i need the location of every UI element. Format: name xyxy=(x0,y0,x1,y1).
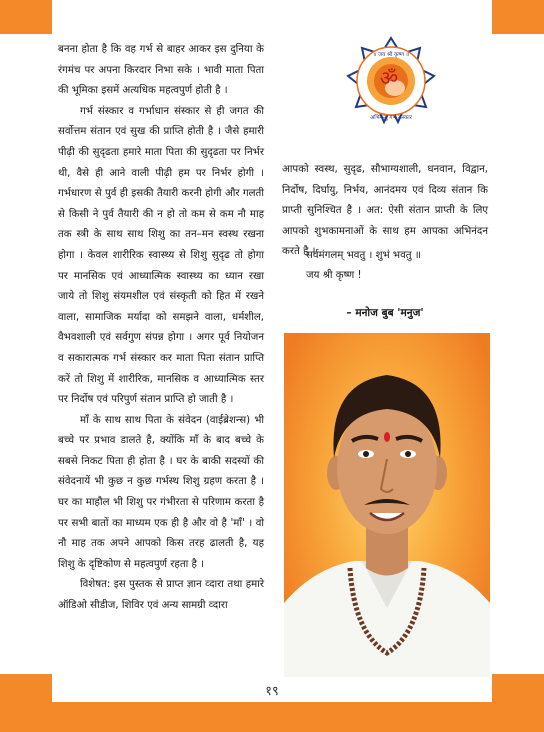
paragraph: आपको स्वस्थ, सुदृढ, सौभाग्यशाली, धनवान, विद्वान, निर्दोष, दिर्घायु, निर्भय, आनंदमय एवं दिव्य संतान कि प्राप्ती सुनिश्चित है । अत: ऐसी संतान प्राप्ती के लिए आपको शुभकामनाओं के साथ हम आपका अभिनंदन करते है । xyxy=(282,164,488,258)
garbh-sanskar-logo xyxy=(346,36,436,131)
top-left-accent-bar xyxy=(0,0,52,34)
blessing-line: सर्वमंगलम् भवतु । शुभं भवतु ॥ xyxy=(306,250,421,261)
svg-text:अभिमन्यु गर्भ संस्कार: अभिमन्यु गर्भ संस्कार xyxy=(370,115,412,121)
paragraph: गर्भ संस्कार व गर्भाधान संस्कार से ही जगत की सर्वोत्तम संतान एवं सुख की प्राप्ति होती है । जैसे हमारी पीढ़ी की सुदृढता हमारे माता पिता की सुदृढता पर निर्भर थी, वैसे ही आने वाली पीढ़ी हम पर निर्भर होगी । गर्भधारण से पुर्व ही इसकी तैयारी करनी होगी और गलती से किसी ने पुर्व तैयारी की न हो तो कम से कम नौ माह तक स्त्री के साथ साथ शिशु का तन–मन स्वस्थ रखना होगा । केवल शारीरिक स्वास्थ्य से शिशु सुदृढ तो होगा पर मानसिक एवं आध्यात्मिक स्वास्थ्य का ध्यान रखा जाये तो शिशु संयमशील एवं संस्कृती को हित में रखने वाला, सामाजिक मर्यादा को समझने वाला, धर्मशील, वैभवशाली एवं सर्वगुण संपन्न होगा । अगर पूर्व नियोजन व सकारात्मक गर्भ संस्कार कर माता पिता संतान प्राप्ति करें तो शिशु में शारीरिक, मानसिक व आध्यात्मिक स्तर पर निर्दोष एवं परिपुर्ण संतान प्राप्ति हो जाती है । xyxy=(58,105,264,406)
paragraph: बनना होता है कि वह गर्भ से बाहर आकर इस दुनिया के रंगमंच पर अपना किरदार निभा सके । भावी माता पिता की भूमिका इसमें अत्यधिक महत्वपुर्ण होती है । xyxy=(58,44,264,97)
paragraph: माँ के साथ साथ पिता के संवेदन (वाईब्रेशन्स) भी बच्चे पर प्रभाव डालते है, क्योंकि माँ के बाद बच्चे के सबसे निकट पिता ही होता है । घर के बाकी सदस्यों की संवेदनायें भी कुछ न कुछ गर्भस्थ शिशु ग्रहण करता है । घर का माहौल भी शिशु पर गंभीरता से परिणाम करता है पर सभी बातों का माध्यम एक ही है और वो है 'माँ' । वो नौ माह तक अपने आपको किस तरह ढालती है, यह शिशु के दृष्टिकोण से महत्वपुर्ण रहता है । xyxy=(58,414,264,570)
page-number: १९ xyxy=(265,684,279,699)
author-signature: – मनोज बुब 'मनुज' xyxy=(346,307,424,319)
svg-text:॥ जय श्री कृष्ण ॥: ॥ जय श्री कृष्ण ॥ xyxy=(372,52,410,58)
blessing-lines xyxy=(306,246,421,287)
top-right-accent-bar xyxy=(492,0,544,34)
svg-text:ॐ: ॐ xyxy=(379,66,399,90)
left-text-column xyxy=(58,40,264,617)
paragraph: विशेषत: इस पुस्तक से प्राप्त ज्ञान व्दारा तथा हमारे ऑडिओ सीडीज, शिविर एवं अन्य सामग्री व्दारा xyxy=(58,579,264,612)
blessing-line: जय श्री कृष्ण ! xyxy=(306,270,362,282)
author-photo xyxy=(284,333,490,677)
